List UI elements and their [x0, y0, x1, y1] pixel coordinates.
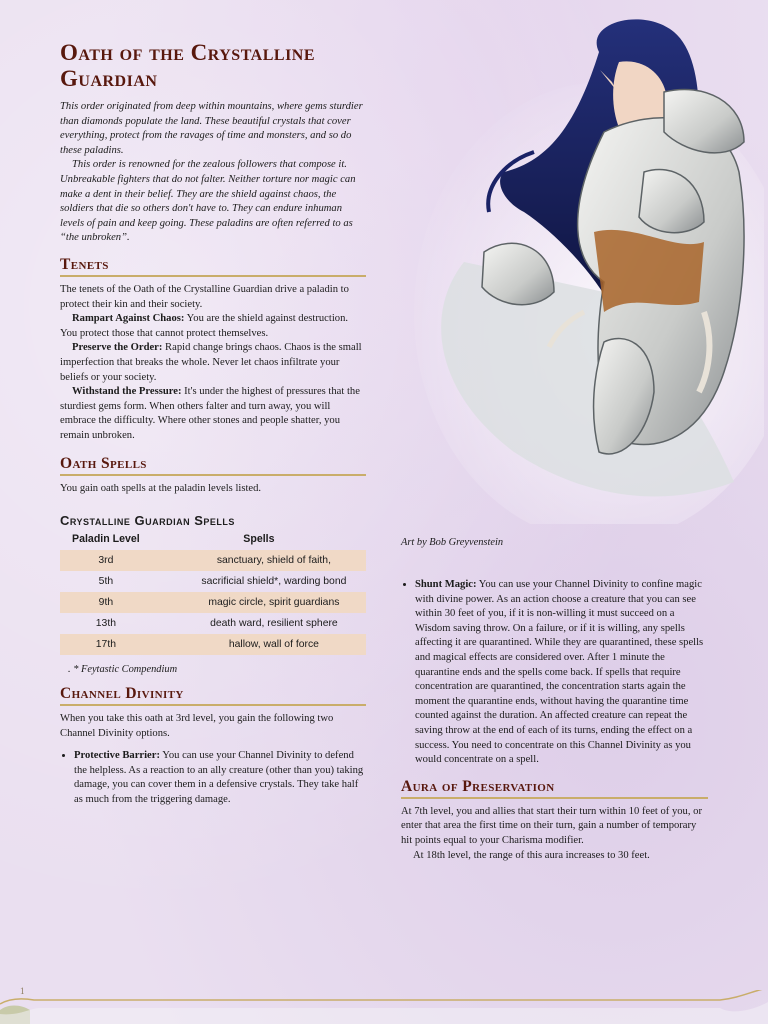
- tenet-name: Preserve the Order:: [72, 342, 163, 354]
- tenet-preserve: [60, 341, 366, 385]
- oath-spells-intro: You gain oath spells at the paladin levels listed.: [60, 483, 262, 495]
- tenet-withstand: [60, 385, 366, 443]
- tenets-heading: Tenets: [60, 256, 366, 277]
- level-cell: 17th: [60, 634, 152, 655]
- table-row: [60, 571, 366, 592]
- spells-cell: death ward, resilient sphere: [210, 618, 338, 630]
- tenet-rampart: [60, 312, 366, 341]
- table-row: [60, 550, 366, 571]
- option-text: You can use your Channel Divinity to defend the helpless. As a reaction to an ally creature (other than you) taking damage, you can cover them in a defensive crystals. They take half as much from the triggering damage.: [74, 750, 364, 806]
- right-column: [401, 578, 708, 863]
- table-row: [60, 613, 366, 634]
- intro-paragraph-1: This order originated from deep within mountains, where gems sturdier than diamonds populate the land. These beautiful crystals that cover everything, protect from the ravages of time and monsters, and so do these paladins.: [60, 101, 363, 156]
- table-footnote: . * Feytastic Compendium: [68, 664, 178, 676]
- channel-divinity-intro: When you take this oath at 3rd level, you gain the following two Channel Divinity options.: [60, 713, 334, 739]
- table-row: [60, 634, 366, 655]
- level-cell: 13th: [95, 618, 117, 630]
- aura-heading: Aura of Preservation: [401, 778, 708, 799]
- page-title: Oath of the Crystalline Guardian: [60, 40, 316, 91]
- spell-table: [60, 530, 366, 655]
- aura-paragraph-2: At 18th level, the range of this aura increases to 30 feet.: [413, 849, 650, 861]
- channel-divinity-list: [60, 749, 366, 807]
- table-row: [60, 592, 366, 613]
- table-header-row: [60, 530, 366, 550]
- column-header-level: Paladin Level: [72, 533, 140, 546]
- art-caption: Art by Bob Greyvenstein: [401, 537, 504, 548]
- spells-cell: hallow, wall of force: [152, 634, 366, 655]
- tenets-intro: The tenets of the Oath of the Crystalline Guardian drive a paladin to protect their kin and their society.: [60, 283, 349, 310]
- level-cell: 5th: [98, 576, 114, 588]
- intro: [60, 100, 366, 246]
- list-item: [74, 749, 366, 807]
- channel-divinity-list-continued: [401, 578, 708, 768]
- left-column: [60, 40, 366, 814]
- tenet-text: Rapid change brings chaos. Chaos is the small imperfection that breaks the whole. Never let chaos infiltrate your beliefs or your society.: [60, 342, 362, 383]
- level-cell: 3rd: [60, 550, 152, 571]
- page-number: 1: [20, 986, 25, 996]
- tenet-text: You are the shield against destruction. You protect those that cannot protect themselves.: [60, 313, 349, 339]
- spell-table-title: Crystalline Guardian Spells: [60, 513, 235, 529]
- spells-cell: magic circle, spirit guardians: [152, 592, 366, 613]
- spells-cell: sacrificial shield*, warding bond: [201, 576, 347, 588]
- option-name: Protective Barrier:: [74, 750, 160, 762]
- oath-spells-heading: Oath Spells: [60, 455, 366, 476]
- page-footer-ornament: [0, 990, 768, 1024]
- option-text: You can use your Channel Divinity to confine magic with divine power. As an action choose a creature that you can see within 30 feet of you, if it is non-willing it must succeed on a Wisdom saving throw. On a failure, or if it is willing, any spells affecting it are quarantined. While they are quarantined, these spells and magical effects are considered over. After 1 minute the quarantine ends and the spells come back. If spells that require concentration are quarantined, the concentration starts again the moment the quarantine ends, without having the quarantine time counted against the duration. An affected creature can repeat the saving throw at the end of each of its turns, ending the effect on a success. You need to concentrate on this Channel Divinity as you would concentrate on a spell.: [415, 579, 704, 766]
- column-header-spells: Spells: [243, 533, 275, 546]
- tenet-text: It's under the highest of pressures that the sturdiest gems form. When others falter and turn away, you will embrace the difficulty. Where other stones and people shatter, you remain unbroken.: [60, 386, 360, 441]
- tenet-name: Withstand the Pressure:: [72, 386, 182, 398]
- channel-divinity-heading: Channel Divinity: [60, 685, 366, 706]
- paladin-illustration: [404, 12, 764, 524]
- option-name: Shunt Magic:: [415, 579, 477, 590]
- aura-paragraph-1: At 7th level, you and allies that start their turn within 10 feet of you, or enter that area the first time on their turn, gain a number of temporary hit points equal to your Charisma modifier.: [401, 805, 702, 846]
- tenet-name: Rampart Against Chaos:: [72, 313, 185, 325]
- intro-paragraph-2: This order is renowned for the zealous followers that compose it. Unbreakable fighters that do not falter. Neither torture nor magic can make a dent in their belief. They are the shield against chaos, the soldiers that die so others don't have to. They can endure inhuman levels of pain and keep going. These paladins are often referred to as “the unbroken”.: [60, 159, 356, 244]
- spells-cell: sanctuary, shield of faith,: [152, 550, 366, 571]
- level-cell: 9th: [60, 592, 152, 613]
- list-item: [415, 578, 708, 768]
